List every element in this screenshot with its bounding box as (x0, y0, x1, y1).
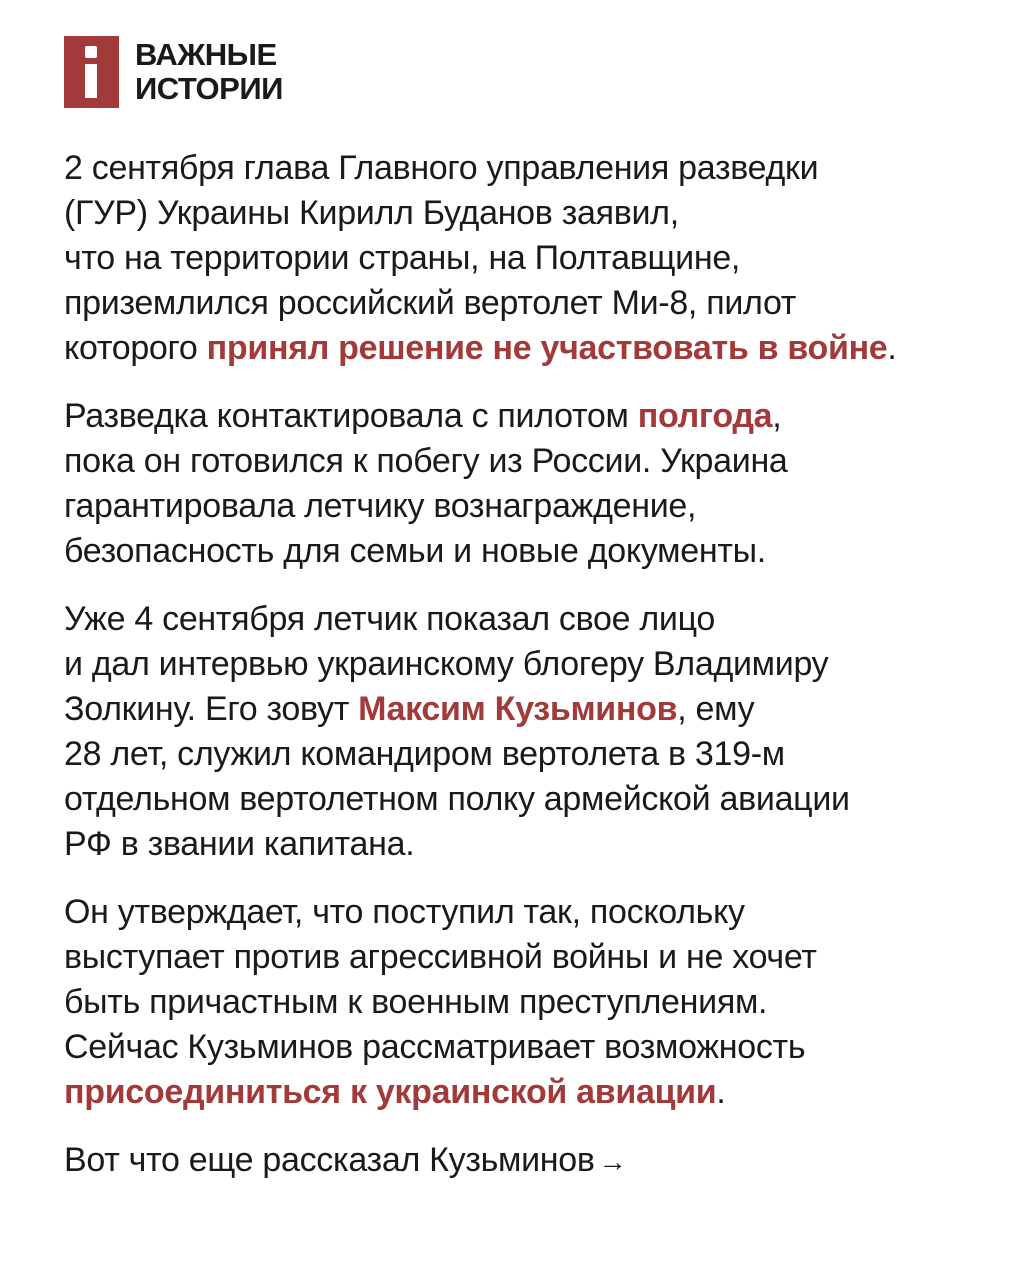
paragraph (64, 890, 994, 1115)
logo-dot (85, 46, 97, 58)
logo-text (135, 38, 283, 106)
body-text: отдельном вертолетном полку армейской авиации (64, 780, 850, 818)
paragraph (64, 146, 994, 371)
highlight-text: принял решение не участвовать в войне (206, 329, 888, 367)
paragraph (64, 597, 994, 867)
body-text: Сейчас Кузьминов рассматривает возможность (64, 1028, 806, 1066)
body-text: Золкину. Его зовут (64, 690, 359, 728)
body-text: пока он готовился к побегу из России. Украина (64, 442, 788, 480)
body-text: что на территории страны, на Полтавщине, (64, 239, 741, 277)
article-body (64, 146, 994, 1207)
arrow-right-icon: → (598, 1146, 627, 1177)
body-text: , ему (677, 690, 755, 728)
highlight-text: присоединиться к украинской авиации (64, 1073, 717, 1111)
logo-icon (64, 36, 119, 108)
logo-bar (85, 64, 97, 98)
highlight-text: полгода (637, 397, 773, 435)
body-text: выступает против агрессивной войны и не хочет (64, 938, 817, 976)
footer-text: Вот что еще рассказал Кузьминов (64, 1141, 595, 1179)
body-text: (ГУР) Украины Кирилл Буданов заявил, (64, 194, 679, 232)
body-text: РФ в звании капитана. (64, 825, 415, 863)
body-text: безопасность для семьи и новые документы. (64, 532, 766, 570)
highlight-text: Максим Кузьминов (358, 690, 678, 728)
footer-link[interactable] (64, 1138, 994, 1184)
logo-line-2: ИСТОРИИ (135, 71, 283, 106)
body-text: , (772, 397, 782, 435)
body-text: Уже 4 сентября летчик показал свое лицо (64, 600, 716, 638)
body-text: Разведка контактировала с пилотом (64, 397, 638, 435)
body-text: . (887, 329, 897, 367)
body-text: 2 сентября глава Главного управления разведки (64, 149, 819, 187)
paragraph (64, 394, 994, 574)
body-text: и дал интервью украинскому блогеру Владимиру (64, 645, 829, 683)
body-text: . (716, 1073, 726, 1111)
header (64, 36, 283, 108)
body-text: приземлился российский вертолет Ми-8, пилот (64, 284, 797, 322)
body-text: гарантировала летчику вознаграждение, (64, 487, 697, 525)
body-text: которого (64, 329, 207, 367)
logo-line-1: ВАЖНЫЕ (135, 37, 277, 72)
body-text: 28 лет, служил командиром вертолета в 319-м (64, 735, 785, 773)
body-text: Он утверждает, что поступил так, поскольку (64, 893, 745, 931)
body-text: быть причастным к военным преступлениям. (64, 983, 768, 1021)
